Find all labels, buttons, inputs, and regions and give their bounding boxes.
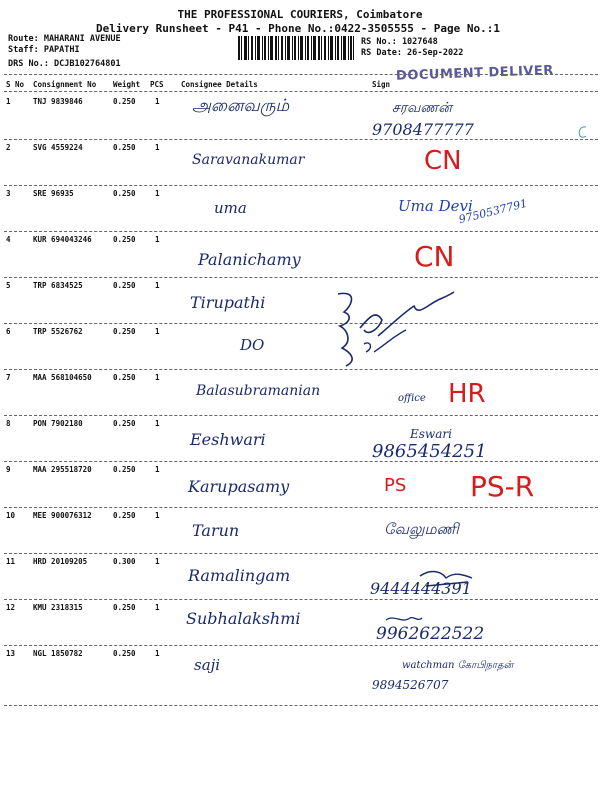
margin-mark [576, 124, 588, 140]
row-12-consignee-handwritten: Subhalakshmi [186, 609, 301, 628]
row-11-weight: 0.300 [113, 557, 136, 566]
row-4-sno: 4 [6, 235, 11, 244]
route-label: Route: MAHARANI AVENUE [8, 34, 121, 44]
row-2-status-mark: CN [424, 146, 462, 176]
row-11-strike-scribble [416, 566, 476, 596]
staff-label: Staff: PAPATHI [8, 45, 80, 55]
row-12-sno: 12 [6, 603, 16, 612]
col-header-sno: S No [6, 80, 25, 89]
row-3-consignment-no: SRE 96935 [33, 189, 74, 198]
row-2-weight: 0.250 [113, 143, 136, 152]
row-10-consignee-handwritten: Tarun [192, 521, 240, 540]
row-13-consignee-handwritten: saji [194, 656, 221, 674]
row-5-pcs: 1 [155, 281, 160, 290]
rs-date: RS Date: 26-Sep-2022 [361, 48, 464, 58]
row-4-status-mark: CN [414, 240, 455, 273]
col-header-pcs: PCS [150, 80, 164, 89]
row-10-signature: வேலுமணி [384, 520, 459, 538]
row-10-consignment-no: MEE 900076312 [33, 511, 92, 520]
row-7-weight: 0.250 [113, 373, 136, 382]
row-9-consignee-handwritten: Karupasamy [188, 477, 290, 496]
row-divider [4, 139, 598, 140]
row-13-signature: watchman கோபிநாதன் [402, 660, 514, 671]
row-7-signature: office [398, 393, 426, 404]
header-bottom-rule [4, 91, 598, 92]
row-2-sno: 2 [6, 143, 11, 152]
row-divider [4, 277, 598, 278]
row-1-weight: 0.250 [113, 97, 136, 106]
col-header-consignee: Consignee Details [181, 80, 258, 89]
row-8-pcs: 1 [155, 419, 160, 428]
row-2-consignment-no: SVG 4559224 [33, 143, 83, 152]
row-7-consignee-handwritten: Balasubramanian [196, 383, 321, 399]
row-9-status-mark: PS-R [470, 470, 535, 503]
row-6-consignee-handwritten: DO [240, 336, 265, 354]
row-5-consignee-handwritten: Tirupathi [190, 293, 266, 312]
row-1-consignee-handwritten: அனைவரும் [192, 96, 290, 116]
row-12-pcs: 1 [155, 603, 160, 612]
row-5-consignment-no: TRP 6834525 [33, 281, 83, 290]
row-1-pcs: 1 [155, 97, 160, 106]
row-13-consignment-no: NGL 1850782 [33, 649, 83, 658]
row-4-weight: 0.250 [113, 235, 136, 244]
row-6-sno: 6 [6, 327, 11, 336]
row-12-weight: 0.250 [113, 603, 136, 612]
barcode-image [238, 36, 354, 60]
row-divider [4, 553, 598, 554]
row-9-pcs: 1 [155, 465, 160, 474]
row-11-consignee-handwritten: Ramalingam [188, 566, 291, 585]
row-1-sno: 1 [6, 97, 11, 106]
row-divider [4, 461, 598, 462]
row-11-phone: 9444444391 [370, 579, 472, 598]
row-1-phone: 9708477777 [372, 120, 474, 139]
row-4-consignment-no: KUR 694043246 [33, 235, 92, 244]
row-8-sno: 8 [6, 419, 11, 428]
row-10-sno: 10 [6, 511, 16, 520]
row-1-consignment-no: TNJ 9839846 [33, 97, 83, 106]
row-divider [4, 323, 598, 324]
row-divider [4, 645, 598, 646]
col-header-weight: Weight [113, 80, 141, 89]
drs-number: DRS No.: DCJB102764801 [8, 59, 121, 69]
row-6-pcs: 1 [155, 327, 160, 336]
row-2-consignee-handwritten: Saravanakumar [192, 152, 305, 168]
row-10-pcs: 1 [155, 511, 160, 520]
row-12-strike-scribble [384, 612, 424, 626]
row-8-phone: 9865454251 [372, 441, 487, 462]
row-7-status-mark: HR [448, 379, 486, 409]
row-3-consignee-handwritten: uma [214, 199, 247, 217]
row-6-consignment-no: TRP 5526762 [33, 327, 83, 336]
row-11-consignment-no: HRD 20109205 [33, 557, 88, 566]
row-2-pcs: 1 [155, 143, 160, 152]
row-3-weight: 0.250 [113, 189, 136, 198]
row-divider [4, 507, 598, 508]
row-divider [4, 705, 598, 706]
row-1-signature: சரவணன் [392, 100, 452, 116]
row-13-sno: 13 [6, 649, 16, 658]
row-divider [4, 599, 598, 600]
row-13-pcs: 1 [155, 649, 160, 658]
row-divider [4, 369, 598, 370]
row-9-signature: PS [384, 475, 407, 496]
row-3-signature: Uma Devi [398, 197, 473, 215]
row-10-weight: 0.250 [113, 511, 136, 520]
row-5-weight: 0.250 [113, 281, 136, 290]
col-header-consignment: Consignment No [33, 80, 97, 89]
row-8-consignment-no: PON 7902180 [33, 419, 83, 428]
rows-5-6-bracket-signature [330, 286, 460, 368]
row-6-weight: 0.250 [113, 327, 136, 336]
row-divider [4, 415, 598, 416]
runsheet-subtitle: Delivery Runsheet - P41 - Phone No.:0422-3505555 - Page No.:1 [96, 22, 500, 35]
document-title: THE PROFESSIONAL COURIERS, Coimbatore [177, 8, 423, 21]
row-13-phone: 9894526707 [372, 678, 449, 692]
row-3-phone: 9750537791 [457, 196, 529, 227]
row-7-consignment-no: MAA 568104650 [33, 373, 92, 382]
col-header-sign: Sign [372, 80, 391, 89]
row-13-weight: 0.250 [113, 649, 136, 658]
row-8-consignee-handwritten: Eeshwari [190, 430, 266, 449]
row-divider [4, 185, 598, 186]
document-delivered-stamp: DOCUMENT DELIVER [395, 63, 554, 84]
row-8-weight: 0.250 [113, 419, 136, 428]
header-top-rule [4, 74, 598, 75]
row-4-pcs: 1 [155, 235, 160, 244]
row-12-consignment-no: KMU 2318315 [33, 603, 83, 612]
row-9-consignment-no: MAA 295518720 [33, 465, 92, 474]
row-3-sno: 3 [6, 189, 11, 198]
row-3-pcs: 1 [155, 189, 160, 198]
row-8-signature: Eswari [410, 427, 452, 441]
row-7-sno: 7 [6, 373, 11, 382]
rs-number: RS No.: 1027648 [361, 37, 438, 47]
row-7-pcs: 1 [155, 373, 160, 382]
row-9-sno: 9 [6, 465, 11, 474]
row-divider [4, 231, 598, 232]
row-5-sno: 5 [6, 281, 11, 290]
row-4-consignee-handwritten: Palanichamy [198, 250, 301, 269]
row-12-phone: 9962622522 [376, 624, 485, 644]
row-11-pcs: 1 [155, 557, 160, 566]
row-9-weight: 0.250 [113, 465, 136, 474]
row-11-sno: 11 [6, 557, 16, 566]
